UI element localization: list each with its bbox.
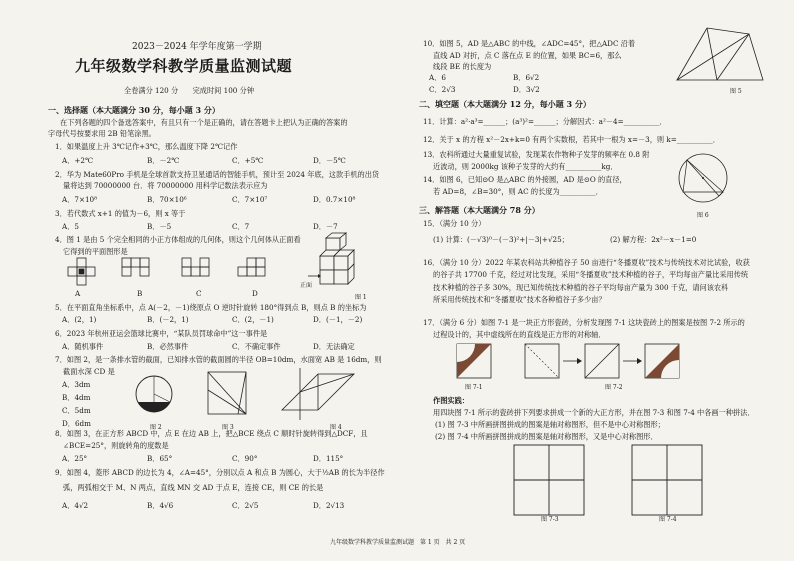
q1-option-d: D．－5℃ [313,156,346,165]
q1-option-b: B．－2℃ [147,156,180,165]
question-16: 16．（满分 10 分）2022 年某农科站共种植谷子 50 亩进行“冬播夏收”技术与传统技术对比试验，收获 [423,258,750,267]
question-17-instruction: 用四块图 7-1 所示的瓷砖拼下列要求拼成一个新的大正方形，并在图 7-3 和图 7-4 中各画一种拼法． [433,408,755,417]
question-10-cont-2: 线段 BE 的长度为 [433,62,492,71]
score-time: 全卷满分 120 分 完成时间 100 分钟 [124,86,255,95]
question-17-task-1: (1) 图 7-3 中所画拼图拼成的图案是轴对称图形，但不是中心对称图形； [435,420,665,429]
q8-option-c: C．90° [232,454,258,463]
practice-heading: 作图实践： [433,396,469,405]
question-17: 17．（满分 6 分）如图 7-1 是一块正方形瓷砖，分析发现图 7-1 这块瓷砖上的图案是按图 7-2 所示的 [423,318,745,327]
q4-fig-b [122,258,149,276]
q3-option-c: C．7 [232,222,250,231]
q5-option-c: C．(2，－1) [232,315,274,324]
question-15-part-2: (2) 解方程：2x²－x－1=0 [610,235,697,244]
figure-7-2-step-3 [645,344,679,378]
q4-label-a: A [75,289,81,298]
question-12: 12．关于 x 的方程 x²－2x+k=0 有两个实数根，若其中一根为 x=－3，则 k=__________． [423,135,720,144]
q4-fig-d [238,258,265,276]
exam-title: 九年级数学科教学质量监测试题 [75,57,293,75]
question-16-cont-3: 所采用传统技术和“冬播夏收”技术各种植谷子多少亩？ [433,295,606,304]
section-1-note: 在下列各题的四个备选答案中，有且只有一个是正确的，请在答题卡上把认为正确的答案的 [60,118,348,127]
q5-option-b: B．(－2，1) [147,315,189,324]
question-8-cont: ∠BCE=25°，则旋转角的度数是 [63,441,169,450]
question-10-cont: 直线 AD 对折，点 C 落在点 E 的位置，如果 BC=6，那么 [433,51,622,60]
section-1-note-2: 字母代号按要求用 2B 铅笔涂黑。 [48,129,156,138]
q4-label-b: B [137,289,143,298]
figure-6-circle [673,148,733,212]
figure-3-caption: 图 3 [222,424,234,431]
q10-option-a: A．6 [429,73,446,82]
q6-option-b: B．必然事件 [147,342,189,351]
question-2-cont: 量将达到 70000000 台．将 70000000 用科学记数法表示应为 [63,181,268,190]
figure-6-caption: 图 6 [697,212,709,219]
question-16-cont-2: 技术种植的谷子多 30%，现已知传统技术种植的谷子平均每亩产量为 300 千克，请问该农科 [433,283,729,292]
question-7: 7．如图 2，是一条排水管的截面，已知排水管的截面圆的半径 OB=10dm，水面宽 AB 是 16dm，则 [55,355,382,364]
q2-option-a: A．7×10⁸ [62,195,98,204]
q7-option-c: C．5dm [62,406,91,415]
q10-option-d: D．3√2 [513,85,540,94]
figure-7-1-caption: 图 7-1 [465,384,483,391]
figure-7-2-step-2 [585,344,619,378]
q2-option-b: B．70×10⁶ [147,195,187,204]
section-1-heading: 一、选择题（本大题满分 30 分，每小题 3 分） [48,105,220,115]
q4-option-figures [60,257,290,289]
question-10: 10．如图 5，AD 是△ABC 的中线，∠ADC=45°，把△ADC 沿着 [423,39,636,48]
q9-option-a: A．4√2 [62,501,89,510]
question-15: 15．（满分 10 分） [423,219,486,228]
q1-option-c: C．+5℃ [232,156,264,165]
question-2: 2．华为 Mate60Pro 手机是全球首款支持卫星通话的智能手机，预计至 2024 年底，这款手机的出货 [55,170,380,179]
q9-option-c: C．2√5 [232,501,259,510]
figure-5-triangle [667,26,777,92]
question-11: 11．计算：a²·a³=______；(a³)²=______；分解因式：a²－4=__________． [423,117,667,126]
section-3-heading: 三、解答题（本大题满分 78 分） [419,205,540,215]
figure-7-4-caption: 图 7-4 [659,516,677,523]
figure-5-caption: 图 5 [730,88,742,95]
q9-option-d: D．2√13 [313,501,345,510]
page-footer: 九年级数学科教学质量监测试题 第 1 页 共 2 页 [330,539,466,546]
q10-option-b: B．6√2 [513,73,540,82]
question-1: 1．如果温度上升 3℃记作+3℃，那么温度下降 2℃记作 [55,142,238,151]
figure-1-caption: 图 1 [355,294,367,301]
question-6: 6．2023 年杭州亚运会篮球比赛中，“某队员罚球命中”这一事件是 [55,329,268,338]
figure-4-rhombus [270,366,370,426]
question-13-cont: 近波动，则 2000kg 该种子发芽的大约有__________kg． [433,162,618,171]
q3-option-a: A．5 [62,222,79,231]
question-4-cont: 它得到的平面图形是 [63,247,128,256]
q7-option-d: D．6dm [62,419,91,428]
q4-label-d: D [252,289,258,298]
q2-option-d: D．0.7×10⁸ [313,195,356,204]
figure-3-square [198,368,258,424]
q3-option-b: B．－5 [147,222,172,231]
figure-7-2-step-1 [525,344,559,378]
q5-option-d: D．(－1，－2) [313,315,363,324]
figure-7-tiles [455,342,745,384]
figure-4-caption: 图 4 [330,424,342,431]
question-9-cont: 弧，两弧相交于 M、N 两点，直线 MN 交 AD 于点 E，连接 CE，则 CE 的长是 [63,483,324,492]
q2-option-c: C．7×10⁷ [232,195,268,204]
q8-option-d: D．115° [313,454,344,463]
question-14: 14．如图 6，已知⊙O 是△ABC 的外接圆，AD 是⊙O 的直径， [423,175,627,184]
question-3: 3．若代数式 x+1 的值为－6，则 x 等于 [55,209,186,218]
figure-7-4-grid [631,444,703,516]
figure-7-2-caption: 图 7-2 [605,384,623,391]
exam-term: 2023－2024 年学年度第一学期 [132,42,262,52]
q6-option-a: A．随机事件 [62,342,104,351]
q6-option-c: C．不确定事件 [232,342,281,351]
q4-label-c: C [196,289,202,298]
figure-2-caption: 图 2 [150,424,162,431]
q6-option-d: D．无法确定 [313,342,355,351]
q4-fig-c [182,258,209,276]
question-13: 13．农科所通过大量重复试验，发现某农作物种子发芽的频率在 0.8 附 [423,150,650,159]
figure-7-3-grid [513,444,585,516]
question-8: 8．如图 3，在正方形 ABCD 中，点 E 在边 AB 上，把△BCE 绕点 C 顺时针旋转得到△DCF，且 [55,429,368,438]
q7-option-a: A．3dm [62,380,91,389]
question-4: 4．图 1 是由 5 个完全相同的小正方体组成的几何体，则这个几何体从正面看 [55,235,301,244]
q8-option-a: A．25° [62,454,88,463]
q5-option-a: A．(2，1) [62,315,97,324]
q1-option-a: A．+2℃ [62,156,94,165]
q3-option-d: D．－7 [313,222,338,231]
question-14-cont: 若 AD=8，∠B=30°，则 AC 的长度为__________． [433,187,603,196]
question-17-cont: 过程设计的，其中虚线所在的直线是正方形的对称轴． [433,330,606,339]
section-2-heading: 二、填空题（本大题满分 12 分，每小题 3 分） [419,99,591,109]
q7-option-b: B．4dm [62,393,91,402]
figure-2-pipe [132,372,182,424]
q8-option-b: B．65° [147,454,173,463]
figure-7-1-tile [457,344,491,378]
figure-1-front-label: 正面 [300,282,313,289]
question-15-part-1: (1) 计算：(－√3)⁰－(－3)²+|－3|+√25； [433,235,569,244]
q10-option-c: C．2√3 [429,85,456,94]
question-5: 5．在平面直角坐标系中，点 A(－2，－1)绕原点 O 逆时针旋转 180°得到点 B，则点 B 的坐标为 [55,303,367,312]
q4-fig-a [68,258,95,285]
figure-7-3-caption: 图 7-3 [541,516,559,523]
question-16-cont-1: 的谷子共 17700 千克，经过对比发现，采用“冬播夏收”技术种植的谷子，平均每亩产量比采用传统 [433,270,749,279]
question-9: 9．如图 4，菱形 ABCD 的边长为 4，∠A=45°，分别以点 A 和点 B 为圆心，大于½AB 的长为半径作 [55,468,385,477]
question-17-task-2: (2) 图 7-4 中所画拼图拼成的图案是轴对称图形，又是中心对称图形． [435,432,658,441]
question-7-cont: 截面水深 CD 是 [63,367,115,376]
q9-option-b: B．4√6 [147,501,174,510]
